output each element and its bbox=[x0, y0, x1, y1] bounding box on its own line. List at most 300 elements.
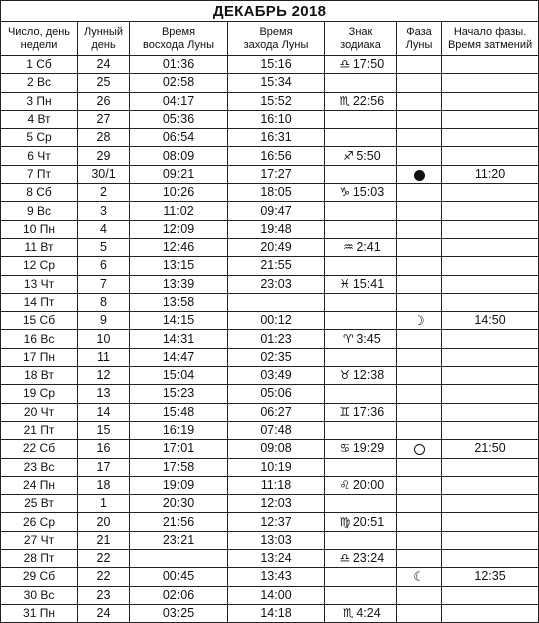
phase-cell bbox=[397, 312, 442, 330]
phase-time-cell bbox=[442, 238, 539, 256]
zodiac-cell bbox=[325, 476, 397, 494]
moonrise-cell: 23:21 bbox=[130, 531, 228, 549]
moonset-cell: 06:27 bbox=[228, 403, 325, 421]
full-moon-icon bbox=[414, 444, 425, 455]
phase-cell bbox=[397, 385, 442, 403]
date-cell: 5 Ср bbox=[1, 129, 78, 147]
moonrise-cell: 14:31 bbox=[130, 330, 228, 348]
moonset-cell: 16:31 bbox=[228, 129, 325, 147]
date-cell: 7 Пт bbox=[1, 165, 78, 183]
pisces-icon: ♓ bbox=[339, 276, 351, 291]
phase-time-cell bbox=[442, 92, 539, 110]
moonrise-cell: 19:09 bbox=[130, 476, 228, 494]
zodiac-cell bbox=[325, 550, 397, 568]
leo-icon: ♌ bbox=[339, 477, 351, 492]
date-cell: 26 Ср bbox=[1, 513, 78, 531]
zodiac-time: 12:38 bbox=[352, 368, 385, 383]
lunar-day-cell: 6 bbox=[78, 257, 130, 275]
header-line: Число, день bbox=[7, 25, 71, 38]
phase-time-cell bbox=[442, 220, 539, 238]
libra-icon: ♎ bbox=[339, 57, 351, 72]
zodiac-cell bbox=[325, 238, 397, 256]
lunar-day-cell: 8 bbox=[78, 293, 130, 311]
moonrise-cell: 15:04 bbox=[130, 367, 228, 385]
phase-time-cell: 11:20 bbox=[442, 165, 539, 183]
date-cell: 18 Вт bbox=[1, 367, 78, 385]
zodiac-cell bbox=[325, 110, 397, 128]
date-cell: 2 Вс bbox=[1, 74, 78, 92]
table-row bbox=[1, 220, 539, 238]
header-lunar-day bbox=[78, 22, 130, 56]
phase-time-cell bbox=[442, 348, 539, 366]
zodiac-cell bbox=[325, 367, 397, 385]
zodiac-cell bbox=[325, 330, 397, 348]
first-quarter-moon-icon: ☽ bbox=[413, 313, 425, 329]
moonset-cell: 20:49 bbox=[228, 238, 325, 256]
lunar-day-cell: 24 bbox=[78, 56, 130, 74]
phase-cell bbox=[397, 147, 442, 165]
header-line: Время затмений bbox=[447, 38, 533, 51]
moonset-cell: 16:10 bbox=[228, 110, 325, 128]
lunar-day-cell: 20 bbox=[78, 513, 130, 531]
phase-time-cell bbox=[442, 293, 539, 311]
table-row bbox=[1, 568, 539, 586]
lunar-day-cell: 13 bbox=[78, 385, 130, 403]
moonrise-cell: 17:01 bbox=[130, 440, 228, 458]
header-moonrise bbox=[130, 22, 228, 56]
moonset-cell: 13:03 bbox=[228, 531, 325, 549]
lunar-day-cell: 9 bbox=[78, 312, 130, 330]
phase-time-cell bbox=[442, 202, 539, 220]
zodiac-time: 19:29 bbox=[352, 441, 385, 456]
header-date bbox=[1, 22, 78, 56]
lunar-day-cell: 14 bbox=[78, 403, 130, 421]
phase-cell bbox=[397, 348, 442, 366]
lunar-day-cell: 28 bbox=[78, 129, 130, 147]
header-line: зодиака bbox=[340, 38, 381, 51]
phase-cell bbox=[397, 165, 442, 183]
phase-time-cell bbox=[442, 476, 539, 494]
lunar-day-cell: 23 bbox=[78, 586, 130, 604]
aquarius-icon: ♒ bbox=[342, 240, 354, 255]
zodiac-time: 17:36 bbox=[352, 404, 385, 419]
zodiac-cell bbox=[325, 147, 397, 165]
moonset-cell: 14:18 bbox=[228, 604, 325, 622]
table-row bbox=[1, 257, 539, 275]
scorpio-icon: ♏ bbox=[342, 606, 354, 621]
date-cell: 3 Пн bbox=[1, 92, 78, 110]
date-cell: 12 Ср bbox=[1, 257, 78, 275]
table-row bbox=[1, 74, 539, 92]
moonrise-cell: 06:54 bbox=[130, 129, 228, 147]
phase-cell bbox=[397, 129, 442, 147]
zodiac-cell bbox=[325, 385, 397, 403]
date-cell: 6 Чт bbox=[1, 147, 78, 165]
moonrise-cell: 14:15 bbox=[130, 312, 228, 330]
zodiac-time: 20:00 bbox=[352, 477, 385, 492]
table-row bbox=[1, 202, 539, 220]
phase-cell bbox=[397, 531, 442, 549]
date-cell: 15 Сб bbox=[1, 312, 78, 330]
moonrise-cell: 02:58 bbox=[130, 74, 228, 92]
moonset-cell: 07:48 bbox=[228, 421, 325, 439]
lunar-day-cell: 2 bbox=[78, 184, 130, 202]
phase-time-cell bbox=[442, 421, 539, 439]
moonrise-cell: 14:47 bbox=[130, 348, 228, 366]
table-row bbox=[1, 367, 539, 385]
phase-time-cell bbox=[442, 330, 539, 348]
zodiac-cell bbox=[325, 220, 397, 238]
moonrise-cell: 16:19 bbox=[130, 421, 228, 439]
zodiac-cell bbox=[325, 184, 397, 202]
table-row bbox=[1, 129, 539, 147]
phase-time-cell bbox=[442, 74, 539, 92]
phase-time-cell bbox=[442, 550, 539, 568]
zodiac-cell bbox=[325, 275, 397, 293]
table-row bbox=[1, 275, 539, 293]
table-row bbox=[1, 604, 539, 622]
phase-time-cell bbox=[442, 56, 539, 74]
lunar-day-cell: 10 bbox=[78, 330, 130, 348]
date-cell: 31 Пн bbox=[1, 604, 78, 622]
moonrise-cell: 02:06 bbox=[130, 586, 228, 604]
moonrise-cell: 03:25 bbox=[130, 604, 228, 622]
date-cell: 11 Вт bbox=[1, 238, 78, 256]
table-row bbox=[1, 330, 539, 348]
lunar-day-cell: 24 bbox=[78, 604, 130, 622]
header-line: Луны bbox=[405, 38, 433, 51]
phase-cell bbox=[397, 367, 442, 385]
header-line: Время bbox=[259, 25, 293, 38]
phase-cell bbox=[397, 586, 442, 604]
moonrise-cell: 13:15 bbox=[130, 257, 228, 275]
moonrise-cell: 12:46 bbox=[130, 238, 228, 256]
phase-time-cell bbox=[442, 403, 539, 421]
new-moon-icon bbox=[414, 170, 425, 181]
scorpio-icon: ♏ bbox=[339, 93, 351, 108]
moonrise-cell: 12:09 bbox=[130, 220, 228, 238]
phase-time-cell bbox=[442, 110, 539, 128]
date-cell: 10 Пн bbox=[1, 220, 78, 238]
date-cell: 28 Пт bbox=[1, 550, 78, 568]
header-line: Лунный bbox=[83, 25, 124, 38]
lunar-day-cell: 1 bbox=[78, 495, 130, 513]
date-cell: 9 Вс bbox=[1, 202, 78, 220]
moonset-cell: 12:03 bbox=[228, 495, 325, 513]
zodiac-cell bbox=[325, 348, 397, 366]
zodiac-cell bbox=[325, 56, 397, 74]
lunar-day-cell: 7 bbox=[78, 275, 130, 293]
moonrise-cell: 00:45 bbox=[130, 568, 228, 586]
table-row bbox=[1, 147, 539, 165]
table-row bbox=[1, 312, 539, 330]
moonrise-cell: 04:17 bbox=[130, 92, 228, 110]
moonrise-cell: 11:02 bbox=[130, 202, 228, 220]
date-cell: 24 Пн bbox=[1, 476, 78, 494]
lunar-day-cell: 27 bbox=[78, 110, 130, 128]
phase-cell bbox=[397, 238, 442, 256]
phase-cell bbox=[397, 440, 442, 458]
lunar-day-cell: 21 bbox=[78, 531, 130, 549]
moonrise-cell: 09:21 bbox=[130, 165, 228, 183]
moonrise-cell: 17:58 bbox=[130, 458, 228, 476]
date-cell: 25 Вт bbox=[1, 495, 78, 513]
zodiac-time: 20:51 bbox=[352, 514, 385, 529]
phase-cell bbox=[397, 110, 442, 128]
date-cell: 27 Чт bbox=[1, 531, 78, 549]
zodiac-cell bbox=[325, 165, 397, 183]
phase-cell bbox=[397, 568, 442, 586]
moonset-cell: 19:48 bbox=[228, 220, 325, 238]
header-line: восхода Луны bbox=[142, 38, 214, 51]
table-row bbox=[1, 476, 539, 494]
moonset-cell: 03:49 bbox=[228, 367, 325, 385]
header-line: Начало фазы. bbox=[453, 25, 527, 38]
zodiac-time: 23:24 bbox=[352, 551, 385, 566]
table-row bbox=[1, 440, 539, 458]
header-line: Фаза bbox=[406, 25, 432, 38]
zodiac-cell bbox=[325, 312, 397, 330]
moonset-cell: 17:27 bbox=[228, 165, 325, 183]
zodiac-cell bbox=[325, 129, 397, 147]
zodiac-cell bbox=[325, 458, 397, 476]
table-title: ДЕКАБРЬ 2018 bbox=[1, 1, 539, 22]
date-cell: 1 Сб bbox=[1, 56, 78, 74]
moonset-cell bbox=[228, 293, 325, 311]
lunar-day-cell: 18 bbox=[78, 476, 130, 494]
zodiac-time: 15:03 bbox=[352, 185, 385, 200]
zodiac-time: 3:45 bbox=[356, 331, 381, 346]
table-row bbox=[1, 550, 539, 568]
table-row bbox=[1, 531, 539, 549]
date-cell: 19 Ср bbox=[1, 385, 78, 403]
date-cell: 29 Сб bbox=[1, 568, 78, 586]
table-row bbox=[1, 184, 539, 202]
zodiac-time: 5:50 bbox=[356, 148, 381, 163]
phase-time-cell bbox=[442, 275, 539, 293]
zodiac-cell bbox=[325, 293, 397, 311]
column-headers bbox=[1, 22, 539, 56]
phase-time-cell bbox=[442, 586, 539, 604]
lunar-day-cell: 3 bbox=[78, 202, 130, 220]
lunar-day-cell: 22 bbox=[78, 550, 130, 568]
header-phase-start bbox=[442, 22, 539, 56]
taurus-icon: ♉ bbox=[339, 368, 351, 383]
zodiac-cell bbox=[325, 92, 397, 110]
table-row bbox=[1, 348, 539, 366]
table-row bbox=[1, 165, 539, 183]
phase-time-cell bbox=[442, 604, 539, 622]
date-cell: 22 Сб bbox=[1, 440, 78, 458]
zodiac-cell bbox=[325, 403, 397, 421]
lunar-day-cell: 22 bbox=[78, 568, 130, 586]
table-row bbox=[1, 110, 539, 128]
phase-cell bbox=[397, 476, 442, 494]
zodiac-time: 15:41 bbox=[352, 276, 385, 291]
moonset-cell: 13:43 bbox=[228, 568, 325, 586]
moonset-cell: 11:18 bbox=[228, 476, 325, 494]
zodiac-cell bbox=[325, 74, 397, 92]
date-cell: 17 Пн bbox=[1, 348, 78, 366]
zodiac-cell bbox=[325, 568, 397, 586]
zodiac-time: 2:41 bbox=[356, 240, 381, 255]
cancer-icon: ♋ bbox=[339, 441, 351, 456]
zodiac-cell bbox=[325, 531, 397, 549]
moonset-cell: 23:03 bbox=[228, 275, 325, 293]
zodiac-cell bbox=[325, 513, 397, 531]
table-row bbox=[1, 56, 539, 74]
phase-time-cell bbox=[442, 495, 539, 513]
phase-time-cell bbox=[442, 513, 539, 531]
lunar-day-cell: 11 bbox=[78, 348, 130, 366]
phase-cell bbox=[397, 495, 442, 513]
moonset-cell: 18:05 bbox=[228, 184, 325, 202]
phase-cell bbox=[397, 458, 442, 476]
virgo-icon: ♍ bbox=[339, 514, 351, 529]
zodiac-time: 4:24 bbox=[356, 606, 381, 621]
date-cell: 14 Пт bbox=[1, 293, 78, 311]
moonset-cell: 02:35 bbox=[228, 348, 325, 366]
lunar-day-cell: 12 bbox=[78, 367, 130, 385]
table-row bbox=[1, 92, 539, 110]
header-zodiac bbox=[325, 22, 397, 56]
zodiac-time: 22:56 bbox=[352, 93, 385, 108]
lunar-day-cell: 30/1 bbox=[78, 165, 130, 183]
phase-cell bbox=[397, 220, 442, 238]
zodiac-cell bbox=[325, 586, 397, 604]
moonset-cell: 01:23 bbox=[228, 330, 325, 348]
capricorn-icon: ♑ bbox=[339, 185, 351, 200]
date-cell: 13 Чт bbox=[1, 275, 78, 293]
table-row bbox=[1, 513, 539, 531]
lunar-day-cell: 26 bbox=[78, 92, 130, 110]
moonrise-cell: 05:36 bbox=[130, 110, 228, 128]
zodiac-cell bbox=[325, 604, 397, 622]
phase-time-cell bbox=[442, 147, 539, 165]
moonrise-cell: 10:26 bbox=[130, 184, 228, 202]
zodiac-time: 17:50 bbox=[352, 57, 385, 72]
table-row bbox=[1, 458, 539, 476]
moonset-cell: 09:08 bbox=[228, 440, 325, 458]
phase-cell bbox=[397, 513, 442, 531]
header-moonset bbox=[228, 22, 325, 56]
moonrise-cell: 01:36 bbox=[130, 56, 228, 74]
date-cell: 30 Вс bbox=[1, 586, 78, 604]
header-line: захода Луны bbox=[243, 38, 309, 51]
phase-cell bbox=[397, 92, 442, 110]
table-row bbox=[1, 403, 539, 421]
header-line: Время bbox=[161, 25, 196, 38]
phase-cell bbox=[397, 550, 442, 568]
phase-cell bbox=[397, 257, 442, 275]
header-line: недели bbox=[20, 38, 58, 51]
date-cell: 23 Вс bbox=[1, 458, 78, 476]
phase-cell bbox=[397, 202, 442, 220]
table-row bbox=[1, 495, 539, 513]
phase-time-cell bbox=[442, 531, 539, 549]
phase-cell bbox=[397, 56, 442, 74]
zodiac-cell bbox=[325, 257, 397, 275]
moonset-cell: 21:55 bbox=[228, 257, 325, 275]
phase-cell bbox=[397, 184, 442, 202]
phase-cell bbox=[397, 403, 442, 421]
phase-time-cell bbox=[442, 385, 539, 403]
libra-icon: ♎ bbox=[339, 551, 351, 566]
moonrise-cell: 08:09 bbox=[130, 147, 228, 165]
phase-cell bbox=[397, 293, 442, 311]
table-row bbox=[1, 238, 539, 256]
phase-time-cell bbox=[442, 458, 539, 476]
date-cell: 16 Вс bbox=[1, 330, 78, 348]
moonset-cell: 00:12 bbox=[228, 312, 325, 330]
moonset-cell: 15:34 bbox=[228, 74, 325, 92]
zodiac-cell bbox=[325, 495, 397, 513]
table-row bbox=[1, 385, 539, 403]
table-row bbox=[1, 421, 539, 439]
date-cell: 21 Пт bbox=[1, 421, 78, 439]
aries-icon: ♈ bbox=[342, 331, 354, 346]
phase-time-cell bbox=[442, 257, 539, 275]
moonrise-cell: 13:58 bbox=[130, 293, 228, 311]
moonset-cell: 10:19 bbox=[228, 458, 325, 476]
last-quarter-moon-icon: ☾ bbox=[413, 569, 425, 585]
phase-cell bbox=[397, 275, 442, 293]
lunar-day-cell: 29 bbox=[78, 147, 130, 165]
phase-time-cell bbox=[442, 367, 539, 385]
lunar-day-cell: 5 bbox=[78, 238, 130, 256]
moonset-cell: 13:24 bbox=[228, 550, 325, 568]
moonset-cell: 05:06 bbox=[228, 385, 325, 403]
date-cell: 4 Вт bbox=[1, 110, 78, 128]
header-line: день bbox=[91, 38, 116, 51]
lunar-day-cell: 4 bbox=[78, 220, 130, 238]
moonrise-cell: 15:48 bbox=[130, 403, 228, 421]
moonset-cell: 15:52 bbox=[228, 92, 325, 110]
header-line: Знак bbox=[348, 25, 373, 38]
moonrise-cell: 20:30 bbox=[130, 495, 228, 513]
phase-time-cell: 12:35 bbox=[442, 568, 539, 586]
moonset-cell: 09:47 bbox=[228, 202, 325, 220]
table-row bbox=[1, 586, 539, 604]
gemini-icon: ♊ bbox=[339, 404, 351, 419]
phase-time-cell bbox=[442, 129, 539, 147]
moonset-cell: 15:16 bbox=[228, 56, 325, 74]
lunar-day-cell: 15 bbox=[78, 421, 130, 439]
sagittarius-icon: ♐ bbox=[342, 148, 354, 163]
date-cell: 20 Чт bbox=[1, 403, 78, 421]
phase-time-cell: 14:50 bbox=[442, 312, 539, 330]
moonset-cell: 14:00 bbox=[228, 586, 325, 604]
lunar-day-cell: 25 bbox=[78, 74, 130, 92]
moonset-cell: 16:56 bbox=[228, 147, 325, 165]
moonset-cell: 12:37 bbox=[228, 513, 325, 531]
phase-cell bbox=[397, 74, 442, 92]
phase-cell bbox=[397, 604, 442, 622]
zodiac-cell bbox=[325, 421, 397, 439]
moonrise-cell: 15:23 bbox=[130, 385, 228, 403]
lunar-day-cell: 16 bbox=[78, 440, 130, 458]
date-cell: 8 Сб bbox=[1, 184, 78, 202]
zodiac-cell bbox=[325, 202, 397, 220]
moonrise-cell bbox=[130, 550, 228, 568]
phase-cell bbox=[397, 330, 442, 348]
phase-cell bbox=[397, 421, 442, 439]
phase-time-cell bbox=[442, 184, 539, 202]
moonrise-cell: 13:39 bbox=[130, 275, 228, 293]
moonrise-cell: 21:56 bbox=[130, 513, 228, 531]
zodiac-cell bbox=[325, 440, 397, 458]
header-phase bbox=[397, 22, 442, 56]
